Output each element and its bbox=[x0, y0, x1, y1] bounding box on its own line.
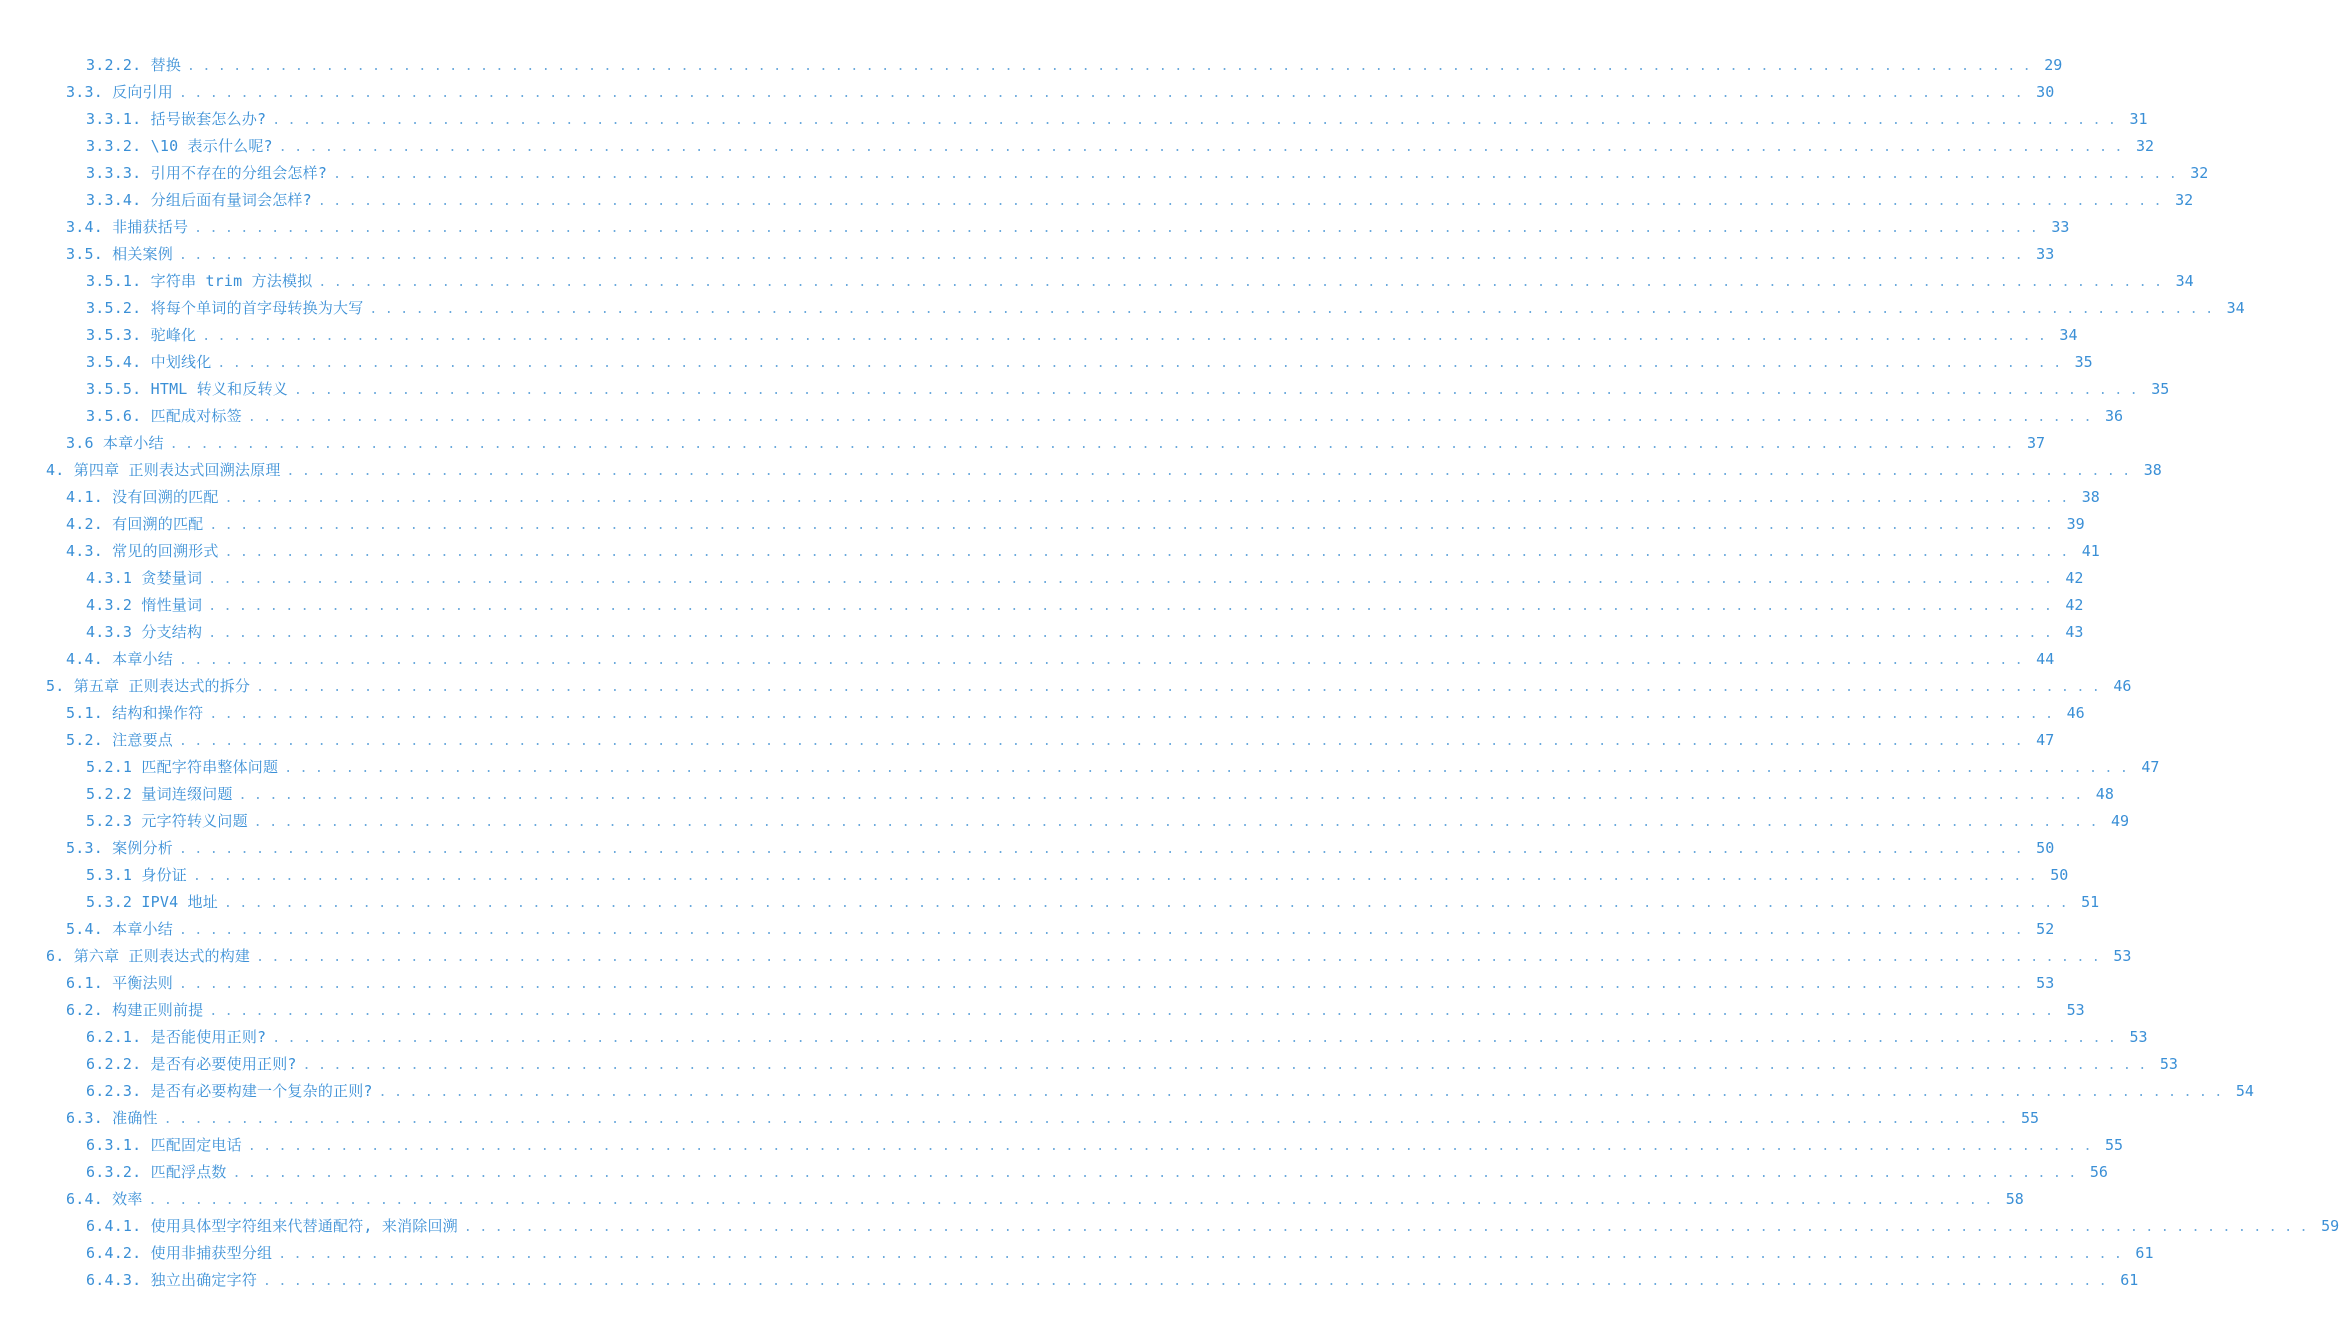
dot-leader: ........................................................................................................................ bbox=[247, 410, 2100, 425]
toc-entry[interactable] bbox=[0, 1159, 2108, 1186]
dot-leader: ........................................................................................................................ bbox=[256, 950, 2108, 965]
dot-leader: ........................................................................................................................ bbox=[217, 356, 2069, 371]
toc-entry-page: 44 bbox=[2036, 650, 2055, 668]
toc-entry[interactable] bbox=[0, 484, 2100, 511]
dot-leader: ........................................................................................................................ bbox=[278, 140, 2130, 155]
toc-entry-page: 58 bbox=[2005, 1190, 2024, 1208]
dot-leader: ........................................................................................................................ bbox=[286, 464, 2138, 479]
toc-entry-page: 41 bbox=[2081, 542, 2100, 560]
toc-entry-page: 34 bbox=[2059, 326, 2078, 344]
dot-leader: ........................................................................................................................ bbox=[194, 221, 2046, 236]
toc-entry-page: 52 bbox=[2036, 920, 2055, 938]
dot-leader: ........................................................................................................................ bbox=[209, 707, 2061, 722]
dot-leader: ........................................................................................................................ bbox=[178, 248, 2031, 263]
toc-entry-page: 50 bbox=[2050, 866, 2069, 884]
toc-entry-label: 3.3. 反向引用 bbox=[66, 83, 173, 101]
toc-entry-label: 6.4. 效率 bbox=[66, 1190, 143, 1208]
toc-entry-page: 38 bbox=[2081, 488, 2100, 506]
toc-entry-label: 5.2.2 量词连缀问题 bbox=[86, 785, 233, 803]
toc-entry[interactable] bbox=[0, 1213, 2339, 1240]
toc-entry[interactable] bbox=[0, 1051, 2178, 1078]
toc-entry-label: 6.2.1. 是否能使用正则? bbox=[86, 1028, 267, 1046]
toc-entry-label: 4.3. 常见的回溯形式 bbox=[66, 542, 219, 560]
toc-entry[interactable] bbox=[0, 187, 2194, 214]
toc-entry[interactable] bbox=[0, 1024, 2148, 1051]
toc-entry[interactable] bbox=[0, 700, 2085, 727]
toc-entry[interactable] bbox=[0, 1240, 2154, 1267]
toc-entry[interactable] bbox=[0, 106, 2148, 133]
toc-entry-page: 47 bbox=[2141, 758, 2160, 776]
toc-entry-page: 55 bbox=[2105, 1136, 2124, 1154]
toc-entry-label: 3.3.2. \10 表示什么呢? bbox=[86, 137, 273, 155]
toc-entry-label: 6.3.1. 匹配固定电话 bbox=[86, 1136, 242, 1154]
toc-entry-page: 34 bbox=[2226, 299, 2245, 317]
toc-entry-label: 4.3.3 分支结构 bbox=[86, 623, 203, 641]
dot-leader: ........................................................................................................................ bbox=[178, 977, 2031, 992]
toc-entry-page: 29 bbox=[2044, 56, 2063, 74]
toc-entry-label: 3.3.3. 引用不存在的分组会怎样? bbox=[86, 164, 328, 182]
toc-entry-label: 3.5. 相关案例 bbox=[66, 245, 173, 263]
dot-leader: ........................................................................................................................ bbox=[208, 599, 2060, 614]
dot-leader: ........................................................................................................................ bbox=[148, 1193, 2000, 1208]
dot-leader: ........................................................................................................................ bbox=[293, 383, 2146, 398]
dot-leader: ........................................................................................................................ bbox=[317, 194, 2170, 209]
dot-leader: ........................................................................................................................ bbox=[333, 167, 2185, 182]
toc-entry[interactable] bbox=[0, 1132, 2124, 1159]
toc-entry[interactable] bbox=[0, 79, 2055, 106]
toc-entry[interactable] bbox=[0, 376, 2170, 403]
toc-entry-page: 33 bbox=[2036, 245, 2055, 263]
toc-entry-label: 5.4. 本章小结 bbox=[66, 920, 173, 938]
toc-entry-label: 3.3.4. 分组后面有量词会怎样? bbox=[86, 191, 312, 209]
toc-entry[interactable] bbox=[0, 52, 2063, 79]
toc-entry-label: 5. 第五章 正则表达式的拆分 bbox=[46, 677, 251, 695]
toc-entry-page: 51 bbox=[2081, 893, 2100, 911]
toc-entry-label: 5.3.1 身份证 bbox=[86, 866, 187, 884]
dot-leader: ........................................................................................................................ bbox=[187, 59, 2039, 74]
toc-entry[interactable] bbox=[0, 781, 2114, 808]
dot-leader: ........................................................................................................................ bbox=[202, 329, 2054, 344]
toc-entry[interactable] bbox=[0, 430, 2045, 457]
dot-leader: ........................................................................................................................ bbox=[318, 275, 2170, 290]
dot-leader: ........................................................................................................................ bbox=[302, 1058, 2154, 1073]
toc-entry[interactable] bbox=[0, 457, 2162, 484]
toc-entry-page: 30 bbox=[2036, 83, 2055, 101]
toc-entry-label: 5.2. 注意要点 bbox=[66, 731, 173, 749]
toc-entry-page: 56 bbox=[2089, 1163, 2108, 1181]
toc-entry[interactable] bbox=[0, 241, 2055, 268]
dot-leader: ........................................................................................................................ bbox=[178, 842, 2031, 857]
toc-entry-label: 3.5.6. 匹配成对标签 bbox=[86, 407, 242, 425]
dot-leader: ........................................................................................................................ bbox=[272, 1031, 2124, 1046]
toc-entry-page: 36 bbox=[2105, 407, 2124, 425]
table-of-contents bbox=[0, 52, 2339, 1294]
toc-entry-label: 3.5.5. HTML 转义和反转义 bbox=[86, 380, 288, 398]
toc-entry-label: 3.6 本章小结 bbox=[66, 434, 164, 452]
toc-entry-page: 53 bbox=[2159, 1055, 2178, 1073]
toc-entry-label: 6. 第六章 正则表达式的构建 bbox=[46, 947, 251, 965]
dot-leader: ........................................................................................................................ bbox=[223, 896, 2076, 911]
toc-entry[interactable] bbox=[0, 511, 2085, 538]
toc-entry-label: 3.5.3. 驼峰化 bbox=[86, 326, 197, 344]
toc-entry-label: 6.4.2. 使用非捕获型分组 bbox=[86, 1244, 273, 1262]
toc-entry[interactable] bbox=[0, 889, 2100, 916]
toc-entry[interactable] bbox=[0, 403, 2124, 430]
toc-entry-page: 47 bbox=[2036, 731, 2055, 749]
toc-entry-label: 5.2.3 元字符转义问题 bbox=[86, 812, 248, 830]
dot-leader: ........................................................................................................................ bbox=[178, 923, 2031, 938]
dot-leader: ........................................................................................................................ bbox=[193, 869, 2045, 884]
dot-leader: ........................................................................................................................ bbox=[224, 545, 2076, 560]
toc-entry[interactable] bbox=[0, 322, 2078, 349]
toc-entry-label: 3.4. 非捕获括号 bbox=[66, 218, 189, 236]
toc-entry[interactable] bbox=[0, 646, 2055, 673]
toc-entry[interactable] bbox=[0, 133, 2155, 160]
toc-entry-page: 53 bbox=[2113, 947, 2132, 965]
toc-entry-page: 32 bbox=[2190, 164, 2209, 182]
dot-leader: ........................................................................................................................ bbox=[369, 302, 2221, 317]
toc-entry-page: 35 bbox=[2151, 380, 2170, 398]
dot-leader: ........................................................................................................................ bbox=[178, 86, 2031, 101]
toc-entry-label: 3.3.1. 括号嵌套怎么办? bbox=[86, 110, 267, 128]
toc-entry[interactable] bbox=[0, 349, 2093, 376]
toc-entry-page: 46 bbox=[2113, 677, 2132, 695]
toc-entry-page: 32 bbox=[2175, 191, 2194, 209]
dot-leader: ........................................................................................................................ bbox=[208, 626, 2060, 641]
toc-entry-page: 42 bbox=[2065, 596, 2084, 614]
toc-entry-label: 5.3.2 IPV4 地址 bbox=[86, 893, 218, 911]
toc-entry-label: 4.3.1 贪婪量词 bbox=[86, 569, 203, 587]
toc-entry-label: 6.3.2. 匹配浮点数 bbox=[86, 1163, 227, 1181]
toc-entry[interactable] bbox=[0, 916, 2055, 943]
toc-entry-label: 4.4. 本章小结 bbox=[66, 650, 173, 668]
toc-entry-label: 6.2. 构建正则前提 bbox=[66, 1001, 204, 1019]
toc-entry-label: 3.5.4. 中划线化 bbox=[86, 353, 212, 371]
toc-entry[interactable] bbox=[0, 592, 2084, 619]
toc-entry-page: 48 bbox=[2095, 785, 2114, 803]
toc-entry-page: 61 bbox=[2120, 1271, 2139, 1289]
toc-entry[interactable] bbox=[0, 1267, 2139, 1294]
toc-entry[interactable] bbox=[0, 1078, 2254, 1105]
toc-entry[interactable] bbox=[0, 862, 2069, 889]
toc-entry[interactable] bbox=[0, 673, 2132, 700]
toc-entry-page: 39 bbox=[2066, 515, 2085, 533]
dot-leader: ........................................................................................................................ bbox=[208, 572, 2060, 587]
toc-entry-page: 53 bbox=[2129, 1028, 2148, 1046]
toc-entry-page: 59 bbox=[2321, 1217, 2339, 1235]
dot-leader: ........................................................................................................................ bbox=[263, 1274, 2115, 1289]
toc-entry[interactable] bbox=[0, 727, 2055, 754]
toc-entry[interactable] bbox=[0, 619, 2084, 646]
dot-leader: ........................................................................................................................ bbox=[169, 437, 2021, 452]
dot-leader: ........................................................................................................................ bbox=[209, 518, 2061, 533]
dot-leader: ........................................................................................................................ bbox=[178, 734, 2031, 749]
toc-entry-page: 37 bbox=[2026, 434, 2045, 452]
toc-entry-label: 6.4.3. 独立出确定字符 bbox=[86, 1271, 258, 1289]
toc-entry-label: 3.2.2. 替换 bbox=[86, 56, 182, 74]
toc-entry[interactable] bbox=[0, 214, 2070, 241]
toc-entry-label: 6.3. 准确性 bbox=[66, 1109, 158, 1127]
dot-leader: ........................................................................................................................ bbox=[238, 788, 2090, 803]
toc-entry[interactable] bbox=[0, 754, 2160, 781]
toc-entry[interactable] bbox=[0, 1105, 2040, 1132]
toc-entry-page: 34 bbox=[2175, 272, 2194, 290]
toc-entry-page: 32 bbox=[2135, 137, 2155, 155]
toc-entry-page: 49 bbox=[2111, 812, 2130, 830]
toc-entry-label: 6.1. 平衡法则 bbox=[66, 974, 173, 992]
dot-leader: ........................................................................................................................ bbox=[224, 491, 2076, 506]
dot-leader: ........................................................................................................................ bbox=[256, 680, 2108, 695]
toc-entry-page: 53 bbox=[2036, 974, 2055, 992]
dot-leader: ........................................................................................................................ bbox=[463, 1220, 2316, 1235]
toc-entry-label: 4.1. 没有回溯的匹配 bbox=[66, 488, 219, 506]
dot-leader: ........................................................................................................................ bbox=[178, 653, 2031, 668]
toc-entry[interactable] bbox=[0, 970, 2055, 997]
toc-entry[interactable] bbox=[0, 808, 2130, 835]
dot-leader: ........................................................................................................................ bbox=[232, 1166, 2084, 1181]
toc-entry-label: 5.2.1 匹配字符串整体问题 bbox=[86, 758, 279, 776]
toc-entry[interactable] bbox=[0, 268, 2194, 295]
toc-entry-page: 54 bbox=[2235, 1082, 2254, 1100]
toc-entry-page: 53 bbox=[2066, 1001, 2085, 1019]
toc-entry-page: 55 bbox=[2020, 1109, 2040, 1127]
toc-entry-label: 3.5.1. 字符串 trim 方法模拟 bbox=[86, 272, 313, 290]
toc-entry[interactable] bbox=[0, 160, 2209, 187]
toc-entry[interactable] bbox=[0, 835, 2055, 862]
toc-entry-label: 5.3. 案例分析 bbox=[66, 839, 173, 857]
toc-entry-label: 4.3.2 惰性量词 bbox=[86, 596, 203, 614]
dot-leader: ........................................................................................................................ bbox=[284, 761, 2136, 776]
dot-leader: ........................................................................................................................ bbox=[278, 1247, 2130, 1262]
toc-entry-label: 3.5.2. 将每个单词的首字母转换为大写 bbox=[86, 299, 364, 317]
toc-entry-label: 4.2. 有回溯的匹配 bbox=[66, 515, 204, 533]
toc-entry-page: 61 bbox=[2135, 1244, 2154, 1262]
toc-entry-label: 6.2.2. 是否有必要使用正则? bbox=[86, 1055, 297, 1073]
dot-leader: ........................................................................................................................ bbox=[253, 815, 2105, 830]
toc-entry[interactable] bbox=[0, 943, 2132, 970]
toc-entry-page: 31 bbox=[2129, 110, 2148, 128]
toc-entry-label: 5.1. 结构和操作符 bbox=[66, 704, 204, 722]
dot-leader: ........................................................................................................................ bbox=[272, 113, 2124, 128]
toc-entry-page: 38 bbox=[2143, 461, 2162, 479]
dot-leader: ........................................................................................................................ bbox=[163, 1112, 2015, 1127]
toc-entry[interactable] bbox=[0, 538, 2100, 565]
toc-entry[interactable] bbox=[0, 997, 2085, 1024]
toc-entry-page: 50 bbox=[2036, 839, 2055, 857]
dot-leader: ........................................................................................................................ bbox=[209, 1004, 2061, 1019]
toc-entry-page: 33 bbox=[2051, 218, 2070, 236]
toc-entry-label: 4. 第四章 正则表达式回溯法原理 bbox=[46, 461, 281, 479]
toc-entry-label: 6.2.3. 是否有必要构建一个复杂的正则? bbox=[86, 1082, 373, 1100]
dot-leader: ........................................................................................................................ bbox=[378, 1085, 2230, 1100]
toc-entry-page: 46 bbox=[2066, 704, 2085, 722]
toc-entry[interactable] bbox=[0, 1186, 2024, 1213]
toc-entry-page: 42 bbox=[2065, 569, 2084, 587]
toc-entry[interactable] bbox=[0, 295, 2245, 322]
toc-entry-page: 35 bbox=[2074, 353, 2093, 371]
toc-entry-page: 43 bbox=[2065, 623, 2084, 641]
toc-entry[interactable] bbox=[0, 565, 2084, 592]
toc-entry-label: 6.4.1. 使用具体型字符组来代替通配符, 来消除回溯 bbox=[86, 1217, 458, 1235]
dot-leader: ........................................................................................................................ bbox=[247, 1139, 2100, 1154]
